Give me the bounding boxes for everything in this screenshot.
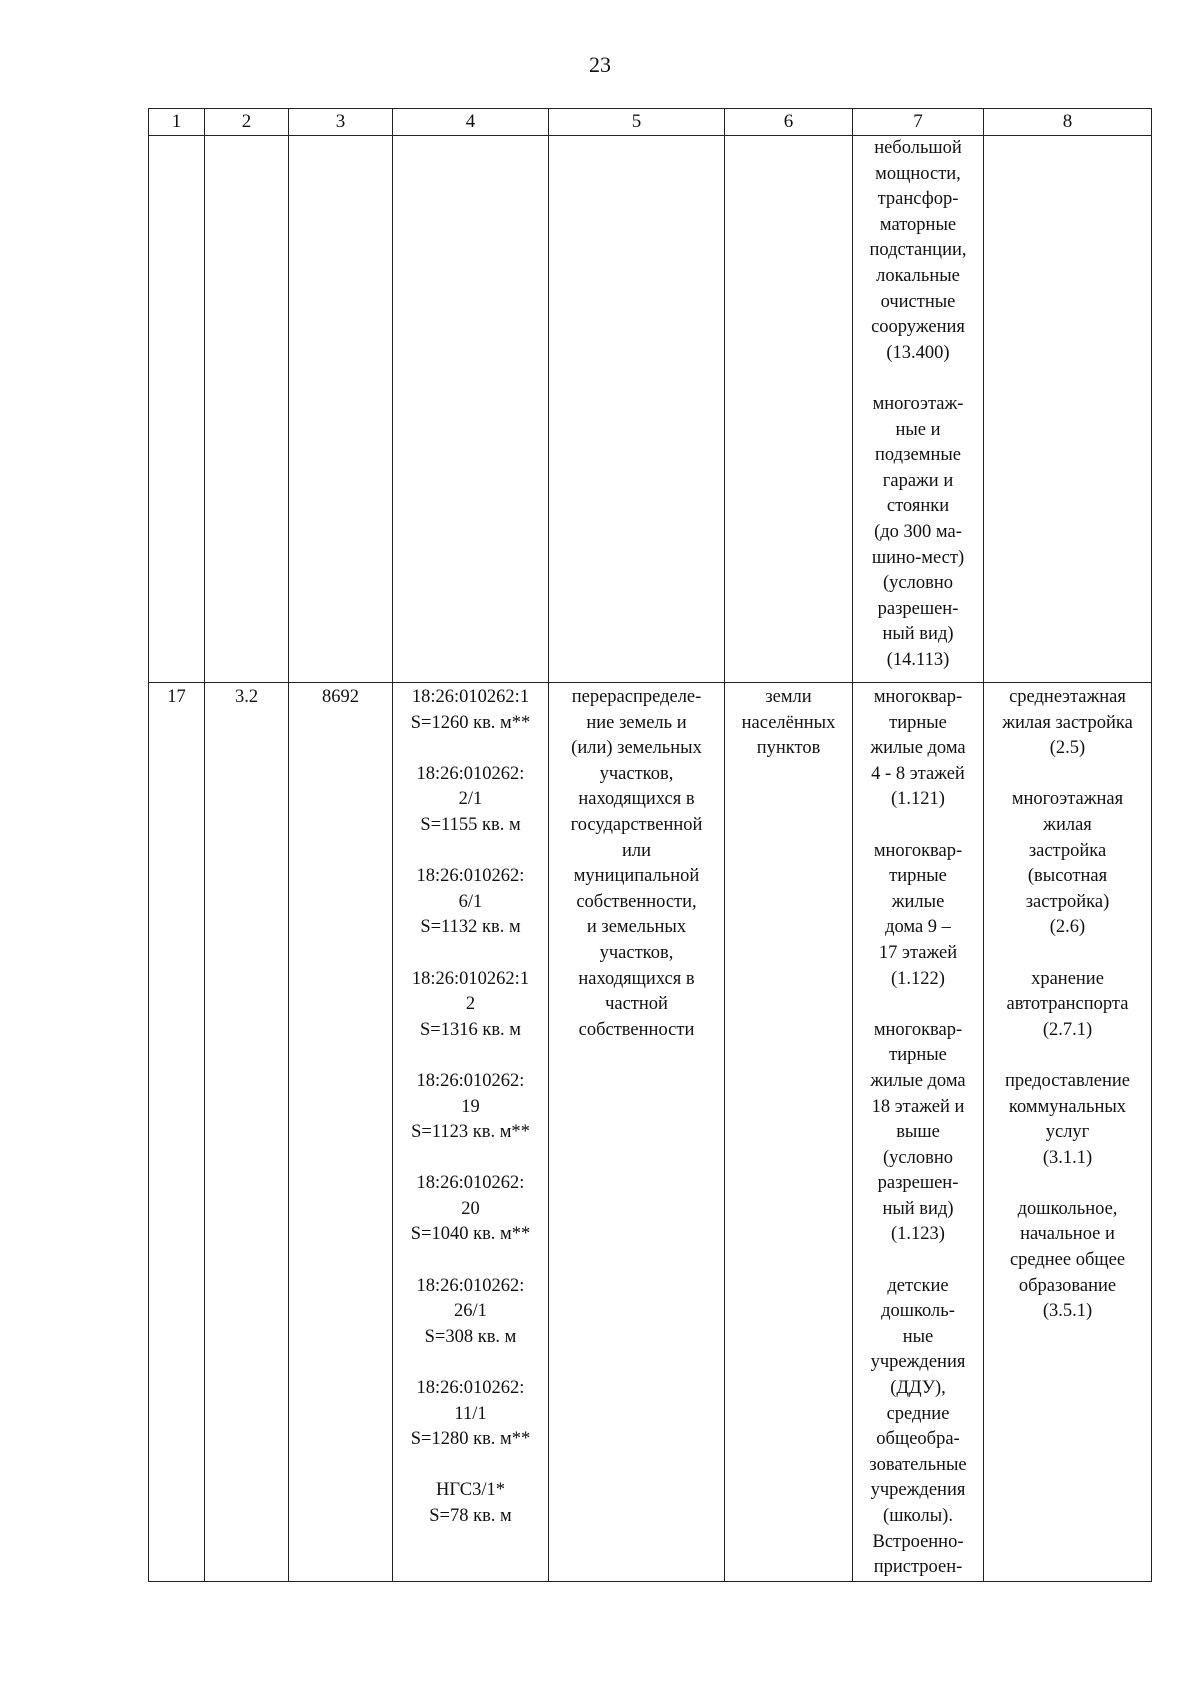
table-row bbox=[149, 683, 1152, 1582]
text-line: 20 bbox=[461, 1198, 480, 1219]
text-line: (2.6) bbox=[1049, 917, 1086, 938]
use-classifier-cell bbox=[984, 683, 1152, 1582]
text-line: образование bbox=[1018, 1275, 1117, 1296]
header-cell-2: 2 bbox=[205, 109, 289, 136]
block-spacer bbox=[394, 1146, 547, 1172]
text-line: хранение bbox=[1031, 968, 1104, 989]
text-line: предоставление bbox=[1005, 1070, 1130, 1091]
text-line: (1.121) bbox=[891, 789, 945, 810]
text-line: ные и bbox=[895, 419, 941, 440]
text-line: локальные bbox=[876, 265, 960, 286]
text-line: услуг bbox=[1045, 1122, 1090, 1143]
block-spacer bbox=[394, 941, 547, 967]
text-line: частной bbox=[605, 994, 668, 1015]
text-line: очистные bbox=[880, 291, 956, 312]
text-line: жилая bbox=[1043, 814, 1092, 835]
text-line: пристроен- bbox=[873, 1557, 963, 1578]
text-line: сооружения bbox=[871, 317, 965, 338]
text-line: 4 - 8 этажей bbox=[871, 763, 965, 784]
block-spacer bbox=[985, 1043, 1150, 1069]
text-line: жилая застройка bbox=[1002, 712, 1133, 733]
text-line: или bbox=[621, 840, 652, 861]
text-line: участков, bbox=[599, 942, 674, 963]
text-line: ный вид) bbox=[882, 1198, 954, 1219]
text-line: находящихся в bbox=[578, 968, 695, 989]
text-line: тирные bbox=[889, 1045, 947, 1066]
text-line: S=1260 кв. м** bbox=[410, 712, 531, 733]
cont-cell-6 bbox=[725, 136, 853, 683]
text-line: (условно bbox=[883, 1147, 953, 1168]
cont-cell-5 bbox=[549, 136, 725, 683]
text-line: (ДДУ), bbox=[890, 1378, 946, 1399]
text-line: дома 9 – bbox=[885, 917, 951, 938]
block-spacer bbox=[394, 1453, 547, 1479]
text-line: многоквар- bbox=[873, 1019, 963, 1040]
text-line: и земельных bbox=[586, 917, 687, 938]
text-line: 18:26:010262: bbox=[416, 763, 525, 784]
text-line: (3.1.1) bbox=[1042, 1147, 1093, 1168]
text-line: 17 этажей bbox=[878, 942, 958, 963]
land-category-cell bbox=[725, 683, 853, 1582]
text-line: учреждения bbox=[870, 1352, 966, 1373]
text-line: выше bbox=[896, 1122, 940, 1143]
cont-cell-3 bbox=[289, 136, 393, 683]
method-cell bbox=[549, 683, 725, 1582]
cont-cell-2 bbox=[205, 136, 289, 683]
header-cell-6: 6 bbox=[725, 109, 853, 136]
cont-cell-4 bbox=[393, 136, 549, 683]
block-spacer bbox=[394, 1248, 547, 1274]
text-line: тирные bbox=[889, 866, 947, 887]
text-line: Встроенно- bbox=[872, 1531, 964, 1552]
text-line: детские bbox=[887, 1275, 949, 1296]
text-line: населённых bbox=[741, 712, 836, 733]
text-line: жилые дома bbox=[870, 1070, 966, 1091]
text-line: (школы). bbox=[883, 1506, 953, 1526]
text-line: учреждения bbox=[870, 1480, 966, 1501]
text-line: трансфор- bbox=[877, 189, 959, 210]
text-line: жилые дома bbox=[870, 738, 966, 759]
cont-cell-8 bbox=[984, 136, 1152, 683]
text-line: разрешен- bbox=[877, 598, 959, 619]
header-cell-7: 7 bbox=[853, 109, 984, 136]
text-line: ный вид) bbox=[882, 624, 954, 645]
text-line: ные bbox=[902, 1326, 934, 1347]
header-cell-5: 5 bbox=[549, 109, 725, 136]
text-line: 2/1 bbox=[458, 789, 483, 810]
text-line: тирные bbox=[889, 712, 947, 733]
text-line: (13.400) bbox=[886, 342, 950, 363]
text-line: находящихся в bbox=[578, 789, 695, 810]
text-line: 18:26:010262: bbox=[416, 1378, 525, 1399]
text-line: государственной bbox=[570, 814, 703, 835]
text-line: (высотная bbox=[1027, 866, 1108, 887]
text-line: 18:26:010262:1 bbox=[411, 687, 530, 707]
text-line: маторные bbox=[879, 214, 957, 235]
permitted-uses-cell bbox=[853, 683, 984, 1582]
text-line: S=1123 кв. м** bbox=[411, 1122, 530, 1143]
text-line: ние земель и bbox=[586, 712, 687, 733]
row-number-cell: 17 bbox=[149, 683, 205, 1582]
text-line: подземные bbox=[874, 445, 962, 466]
block-spacer bbox=[394, 736, 547, 762]
block-spacer bbox=[854, 1248, 982, 1274]
cont-cell-7-uses bbox=[853, 136, 984, 683]
text-line: S=1040 кв. м** bbox=[410, 1224, 531, 1245]
text-line: участков, bbox=[599, 763, 674, 784]
block-spacer bbox=[985, 1171, 1150, 1197]
text-line: автотранспорта bbox=[1006, 994, 1129, 1015]
header-cell-1: 1 bbox=[149, 109, 205, 136]
text-line: S=1280 кв. м** bbox=[410, 1429, 531, 1450]
cadastral-parcels-cell bbox=[393, 683, 549, 1582]
text-line: среднее общее bbox=[1009, 1250, 1126, 1271]
text-line: дошколь- bbox=[881, 1301, 955, 1322]
text-line: НГС3/1* bbox=[435, 1480, 506, 1501]
text-line: муниципальной bbox=[573, 866, 700, 887]
text-line: (1.122) bbox=[891, 968, 945, 989]
text-line: мощности, bbox=[875, 163, 961, 184]
text-line: подстанции, bbox=[869, 240, 967, 261]
text-line: 18:26:010262: bbox=[416, 1070, 525, 1091]
text-line: 26/1 bbox=[454, 1301, 487, 1322]
text-line: 19 bbox=[461, 1096, 480, 1117]
page-number: 23 bbox=[589, 52, 611, 77]
block-spacer bbox=[854, 366, 982, 392]
text-line: S=1155 кв. м bbox=[420, 814, 521, 835]
block-spacer bbox=[394, 839, 547, 865]
text-line: коммунальных bbox=[1008, 1096, 1127, 1117]
block-spacer bbox=[854, 813, 982, 839]
text-line: собственности bbox=[578, 1019, 695, 1040]
text-line: застройка bbox=[1028, 840, 1107, 861]
block-spacer bbox=[854, 992, 982, 1018]
text-line: 18:26:010262: bbox=[416, 1275, 525, 1296]
text-line: среднеэтажная bbox=[1009, 687, 1126, 707]
text-line: (или) земельных bbox=[571, 738, 702, 759]
text-line: 18:26:010262: bbox=[416, 866, 525, 887]
text-line: разрешен- bbox=[877, 1173, 959, 1194]
header-cell-3: 3 bbox=[289, 109, 393, 136]
text-line: зовательные bbox=[869, 1454, 967, 1475]
block-spacer bbox=[394, 1043, 547, 1069]
text-line: (2.7.1) bbox=[1042, 1019, 1093, 1040]
area-cell: 8692 bbox=[289, 683, 393, 1582]
text-line: общеобра- bbox=[876, 1429, 960, 1450]
text-line: начальное и bbox=[1020, 1224, 1115, 1245]
text-line: 2 bbox=[465, 994, 476, 1015]
block-spacer bbox=[394, 1350, 547, 1376]
continuation-row bbox=[149, 136, 1152, 683]
text-line: (1.123) bbox=[891, 1224, 945, 1245]
header-cell-8: 8 bbox=[984, 109, 1152, 136]
text-line: (условно bbox=[883, 573, 953, 594]
text-line: S=308 кв. м bbox=[424, 1326, 517, 1347]
text-line: 11/1 bbox=[454, 1403, 487, 1424]
text-line: (до 300 ма- bbox=[874, 521, 962, 542]
text-line: (2.5) bbox=[1049, 738, 1086, 759]
text-line: собственности, bbox=[576, 891, 697, 912]
text-line: стоянки bbox=[886, 496, 950, 517]
text-line: многоэтажная bbox=[1011, 789, 1124, 810]
zone-code-cell: 3.2 bbox=[205, 683, 289, 1582]
text-line: многоэтаж- bbox=[872, 393, 964, 414]
text-line: S=78 кв. м bbox=[429, 1506, 512, 1526]
text-line: дошкольное, bbox=[1017, 1198, 1118, 1219]
block-spacer bbox=[985, 941, 1150, 967]
land-use-table bbox=[148, 108, 1152, 1582]
text-line: земли bbox=[765, 687, 812, 707]
text-line: 18:26:010262: bbox=[416, 1173, 525, 1194]
text-line: многоквар- bbox=[873, 840, 963, 861]
text-line: небольшой bbox=[874, 138, 962, 158]
block-spacer bbox=[985, 762, 1150, 788]
text-line: многоквар- bbox=[873, 687, 963, 707]
text-line: жилые bbox=[891, 891, 945, 912]
text-line: пунктов bbox=[756, 738, 821, 759]
cont-cell-1 bbox=[149, 136, 205, 683]
text-line: 18 этажей и bbox=[871, 1096, 965, 1117]
text-line: 6/1 bbox=[458, 891, 483, 912]
header-cell-4: 4 bbox=[393, 109, 549, 136]
text-line: средние bbox=[886, 1403, 950, 1424]
text-line: S=1132 кв. м bbox=[420, 917, 521, 938]
text-line: (14.113) bbox=[886, 649, 950, 670]
text-line: гаражи и bbox=[882, 470, 954, 491]
text-line: (3.5.1) bbox=[1042, 1301, 1093, 1322]
text-line: перераспределе- bbox=[571, 687, 702, 707]
text-line: застройка) bbox=[1025, 891, 1110, 912]
text-line: 18:26:010262:1 bbox=[411, 968, 530, 989]
text-line: шино-мест) bbox=[871, 547, 965, 568]
text-line: S=1316 кв. м bbox=[419, 1019, 522, 1040]
header-row bbox=[149, 109, 1152, 136]
